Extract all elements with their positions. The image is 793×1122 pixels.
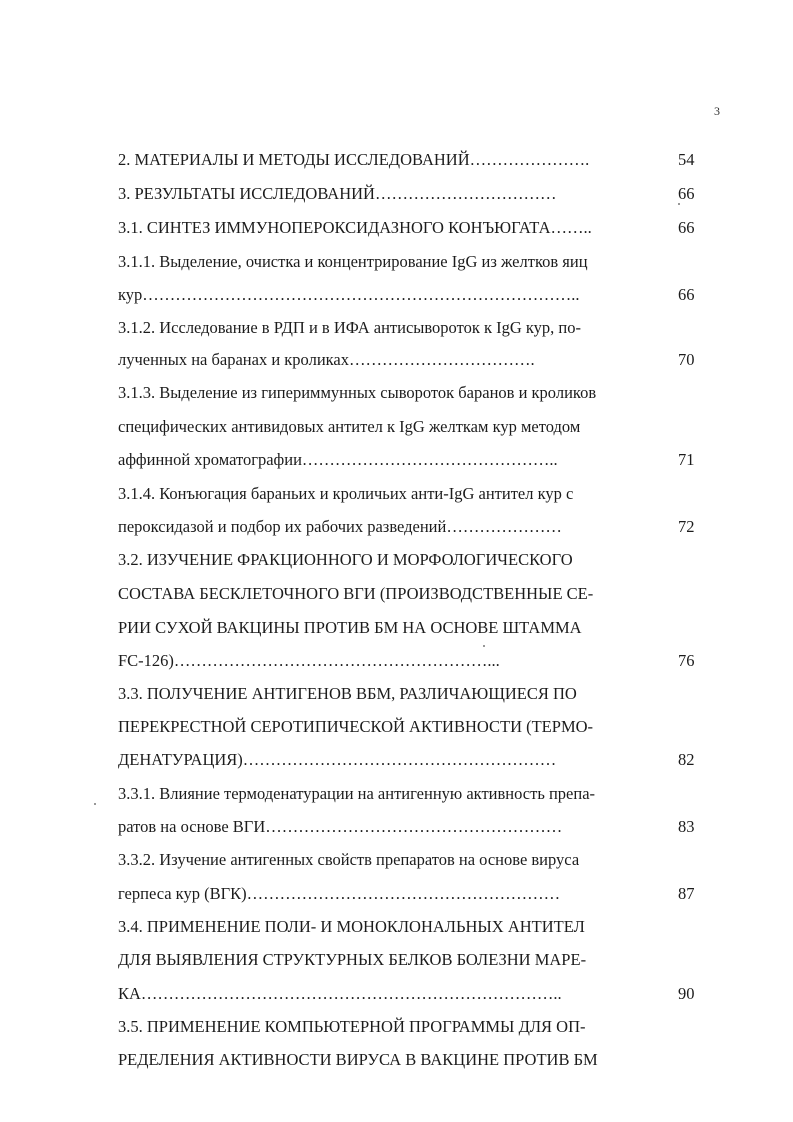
toc-line: 3.3.1. Влияние термоденатурации на антигенную активность препа-	[118, 784, 596, 803]
toc-line: 3.1. СИНТЕЗ ИММУНОПЕРОКСИДАЗНОГО КОНЪЮГАТА……..	[118, 218, 592, 237]
toc-page-ref: 66	[678, 285, 695, 304]
toc-line: ДЕНАТУРАЦИЯ)…………………………………………………	[118, 750, 557, 769]
toc-page-ref: 72	[678, 517, 695, 536]
toc-page-ref: 71	[678, 450, 695, 469]
toc-line: 3. РЕЗУЛЬТАТЫ ИССЛЕДОВАНИЙ……………………………	[118, 184, 557, 203]
toc-line: специфических антивидовых антител к IgG желткам кур методом	[118, 417, 581, 436]
toc-line: ДЛЯ ВЫЯВЛЕНИЯ СТРУКТУРНЫХ БЕЛКОВ БОЛЕЗНИ МАРЕ-	[118, 950, 587, 969]
toc-line: 3.4. ПРИМЕНЕНИЕ ПОЛИ- И МОНОКЛОНАЛЬНЫХ АНТИТЕЛ	[118, 917, 585, 936]
scan-speck	[483, 645, 485, 647]
toc-line: 3.1.4. Конъюгация бараньих и кроличьих анти-IgG антител кур с	[118, 484, 574, 503]
toc-page-ref: 87	[678, 884, 695, 903]
toc-page-ref: 54	[678, 150, 695, 169]
toc-line: 3.3. ПОЛУЧЕНИЕ АНТИГЕНОВ ВБМ, РАЗЛИЧАЮЩИЕСЯ ПО	[118, 684, 577, 703]
toc-line: РЕДЕЛЕНИЯ АКТИВНОСТИ ВИРУСА В ВАКЦИНЕ ПРОТИВ БМ	[118, 1050, 598, 1069]
scan-speck	[94, 803, 96, 805]
toc-line: РИИ СУХОЙ ВАКЦИНЫ ПРОТИВ БМ НА ОСНОВЕ ШТАММА	[118, 618, 582, 637]
toc-line: аффинной хроматографии………………………………………..	[118, 450, 558, 469]
toc-page-ref: 82	[678, 750, 695, 769]
toc-line: ПЕРЕКРЕСТНОЙ СЕРОТИПИЧЕСКОЙ АКТИВНОСТИ (ТЕРМО-	[118, 717, 594, 736]
page-number: 3	[714, 104, 720, 118]
toc-line: 3.1.3. Выделение из гипериммунных сывороток баранов и кроликов	[118, 383, 597, 402]
toc-line: 3.5. ПРИМЕНЕНИЕ КОМПЬЮТЕРНОЙ ПРОГРАММЫ ДЛЯ ОП-	[118, 1017, 586, 1036]
toc-line: СОСТАВА БЕСКЛЕТОЧНОГО ВГИ (ПРОИЗВОДСТВЕННЫЕ СЕ-	[118, 584, 594, 603]
toc-line: FC-126)…………………………………………………...	[118, 651, 500, 670]
toc-line: лученных на баранах и кроликах…………………………….	[118, 350, 535, 369]
toc-page-ref: 76	[678, 651, 695, 670]
toc-line: кур……………………………………………………………………..	[118, 285, 580, 304]
toc-page-ref: 66	[678, 218, 695, 237]
toc-line: 3.1.2. Исследование в РДП и в ИФА антисывороток к IgG кур, по-	[118, 318, 582, 337]
toc-line: пероксидазой и подбор их рабочих разведений…………………	[118, 517, 562, 536]
toc-page-ref: 83	[678, 817, 695, 836]
toc-line: 3.3.2. Изучение антигенных свойств препаратов на основе вируса	[118, 850, 580, 869]
toc-line: 3.2. ИЗУЧЕНИЕ ФРАКЦИОННОГО И МОРФОЛОГИЧЕСКОГО	[118, 550, 573, 569]
toc-line: 2. МАТЕРИАЛЫ И МЕТОДЫ ИССЛЕДОВАНИЙ………………….	[118, 150, 590, 169]
toc-line: КА…………………………………………………………………..	[118, 984, 562, 1003]
toc-line: 3.1.1. Выделение, очистка и концентрирование IgG из желтков яиц	[118, 252, 588, 271]
toc-page-ref: 70	[678, 350, 695, 369]
toc-page-ref: 66	[678, 184, 695, 203]
toc-line: герпеса кур (ВГК)…………………………………………………	[118, 884, 561, 903]
toc-page-ref: 90	[678, 984, 695, 1003]
toc-line: ратов на основе ВГИ………………………………………………	[118, 817, 563, 836]
scan-speck	[678, 203, 680, 205]
